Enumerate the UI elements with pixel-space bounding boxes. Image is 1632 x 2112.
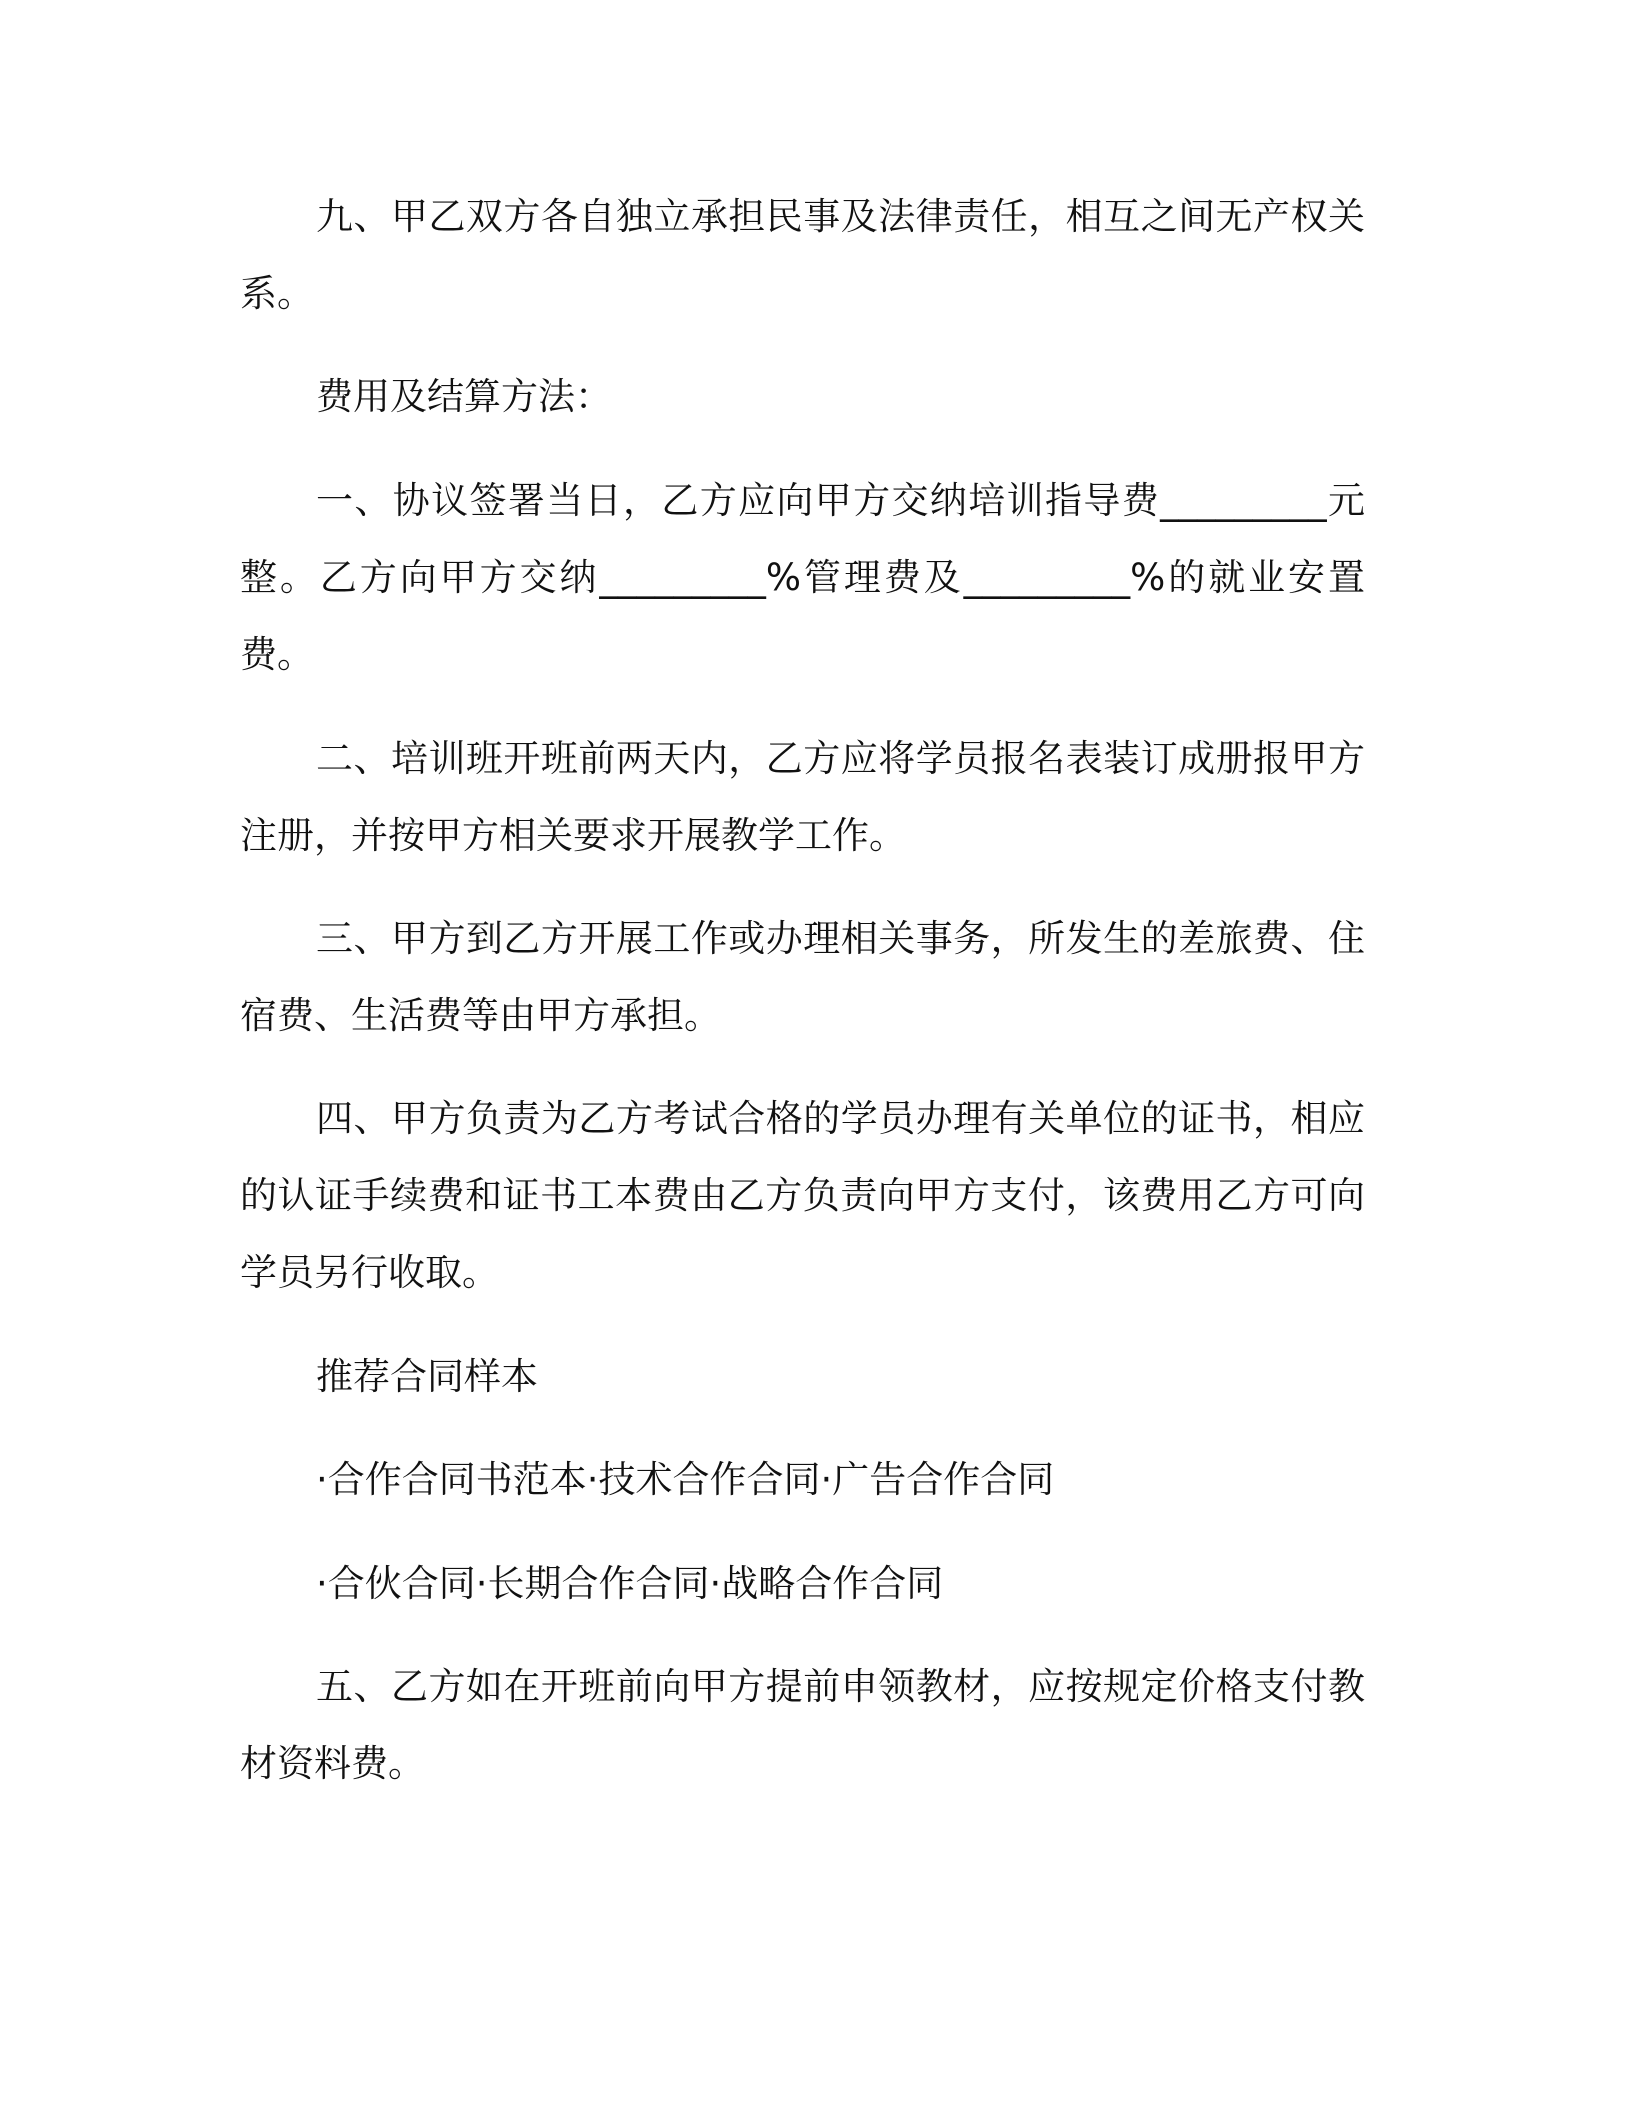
fee-clause-four-paragraph: 四、甲方负责为乙方考试合格的学员办理有关单位的证书，相应的认证手续费和证书工本费由乙方负责向甲方支付，该费用乙方可向学员另行收取。 xyxy=(240,1097,1365,1294)
fee-settlement-heading: 费用及结算方法： xyxy=(316,375,612,418)
recommended-contracts-line-2: ·合伙合同·长期合作合同·战略合作合同 xyxy=(316,1562,944,1605)
clause-nine-paragraph: 九、甲乙双方各自独立承担民事及法律责任，相互之间无产权关系。 xyxy=(240,195,1365,315)
fee-clause-one-paragraph: 一、协议签署当日，乙方应向甲方交纳培训指导费_________元整。乙方向甲方交纳_________%管理费及_________%的就业安置费。 xyxy=(240,479,1365,676)
recommended-contracts-heading: 推荐合同样本 xyxy=(316,1355,538,1398)
recommended-contracts-line-1: ·合作合同书范本·技术合作合同·广告合作合同 xyxy=(316,1458,1055,1501)
fee-clause-three-paragraph: 三、甲方到乙方开展工作或办理相关事务，所发生的差旅费、住宿费、生活费等由甲方承担。 xyxy=(240,917,1365,1037)
fee-clause-two-paragraph: 二、培训班开班前两天内，乙方应将学员报名表装订成册报甲方注册，并按甲方相关要求开展教学工作。 xyxy=(240,737,1365,857)
fee-clause-five-paragraph: 五、乙方如在开班前向甲方提前申领教材，应按规定价格支付教材资料费。 xyxy=(240,1665,1365,1785)
